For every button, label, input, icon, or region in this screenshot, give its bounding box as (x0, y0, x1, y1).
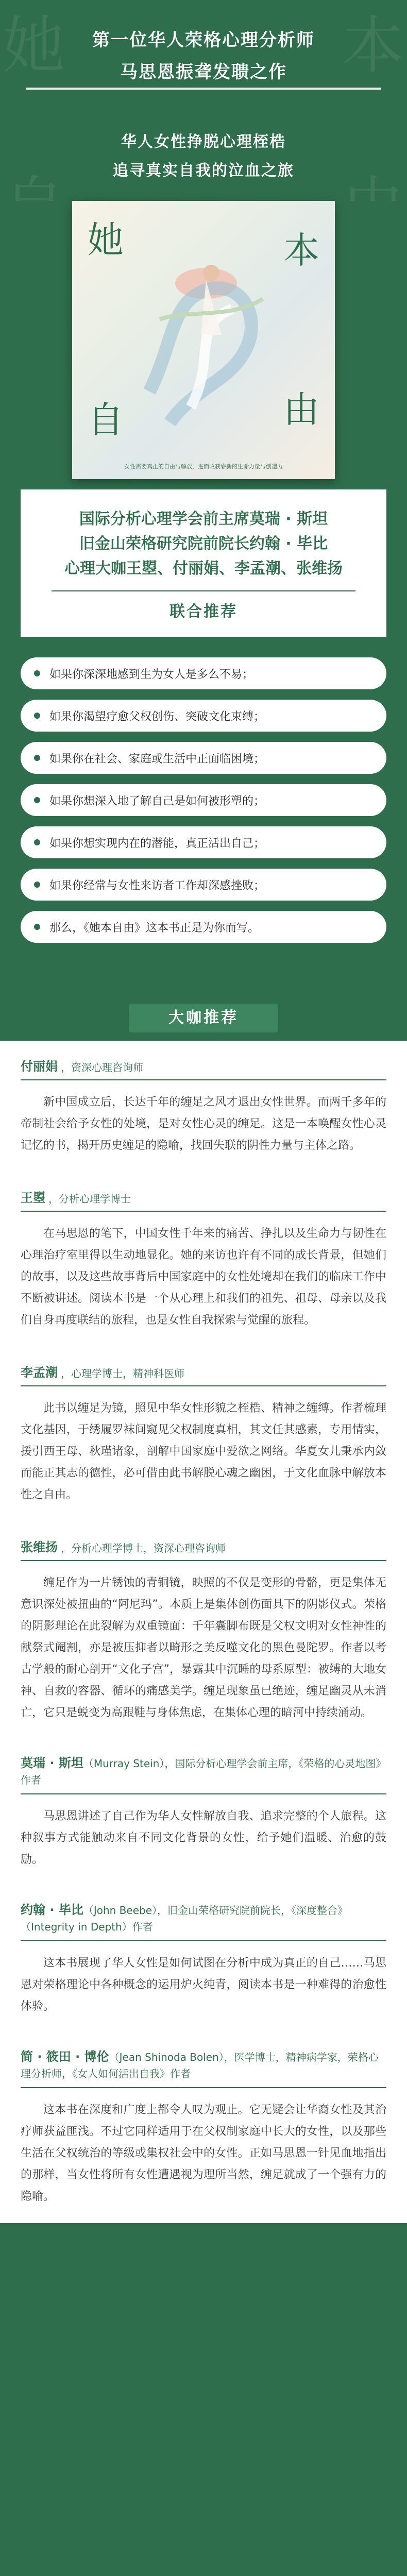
entry-name: 简 · 筱田 · 博伦 (21, 2049, 109, 2064)
entry-name: 约翰 · 毕比 (21, 1903, 83, 1917)
list-item-text: 如果你在社会、家庭或生活中正面临困境； (49, 752, 265, 766)
book-cover (72, 201, 335, 479)
cover-tagline: 女性需要真正的自由与解放，进而收获崭新的生命力量与创造力 (124, 463, 283, 470)
entry-rule (21, 2087, 386, 2088)
entry-header (21, 1739, 386, 1788)
recommend-entry (0, 1521, 407, 1739)
joint-recommend-label: 联合推荐 (169, 603, 238, 621)
entry-name: 莫瑞 · 斯坦 (21, 1756, 83, 1770)
list-item (21, 826, 386, 858)
list-item (21, 742, 386, 774)
entry-body: 此书以缠足为镜，照见中华女性形貌之桎梏、精神之缠缚。作者梳理文化基因，于绣履罗袜间窥见父权制度真相，其文任其感素，专用情实，援引西王母、秋瑾诸象，剖解中国家庭中爱欲之网络。华夏女儿秉承内敛而能正其志的德性，必可借由此书解脱心魂之幽困，于文化血脉中解放本性之自由。 (21, 1402, 386, 1501)
entry-rule (21, 1940, 386, 1941)
experts-divider (52, 590, 355, 591)
cover-char-2: 本 (283, 229, 319, 272)
cover-char-4: 由 (283, 388, 319, 431)
recommend-entry (0, 1172, 407, 1347)
list-item (21, 657, 386, 689)
subtitle-line-2: 追寻真实自我的泣血之旅 (113, 162, 294, 180)
entry-rule (21, 1211, 386, 1212)
experts-line-2: 旧金山荣格研究院前院长约翰 · 毕比 (79, 535, 328, 553)
experts-line-3: 心理大咖王曌、付丽娟、李孟潮、张维扬 (64, 560, 343, 578)
entry-header (21, 1886, 386, 1935)
entry-title: ，分析心理学博士 (48, 1193, 131, 1205)
entry-rule (21, 1385, 386, 1386)
list-item-text: 如果你想深入地了解自己是如何被形塑的； (49, 794, 265, 808)
bullet-icon (34, 882, 40, 888)
experts-box (21, 489, 386, 637)
entry-body: 在马思恩的笔下，中国女性千年来的痛苦、挣扎以及生命力与韧性在心理治疗室里得以生动地显化。她的来访也许有不同的成长背景，但她们的故事，以及这些故事背后中国家庭中的女性处境却在我们的临床工作中不断被讲述。阅读本书是一个从心理上和我们的祖先、祖母、母亲以及我们自身再度联结的旅程，也是女性自我探索与觉醒的旅程。 (21, 1227, 386, 1327)
list-item-text: 如果你想实现内在的潜能，真正活出自己； (49, 837, 265, 850)
list-item (21, 911, 386, 943)
list-item (21, 784, 386, 816)
bullet-icon (34, 924, 40, 930)
recommend-section (0, 989, 407, 2223)
entry-body: 马思恩讲述了自己作为华人女性解放自我、追求完整的个人旅程。这种叙事方式能触动来自不同文化背景的女性，给予她们温暖、治愈的鼓励。 (21, 1810, 386, 1866)
recommend-entry (0, 1041, 407, 1172)
list-item (21, 869, 386, 901)
entry-header (21, 1347, 386, 1380)
entry-name: 付丽娟 (21, 1059, 58, 1074)
entry-rule (21, 1560, 386, 1561)
entry-body: 缠足作为一片锈蚀的青铜镜，映照的不仅是变形的骨骼，更是集体无意识深处被扭曲的“阿尼玛”。本质上是集体创伤面具下的阴影仪式。荣格的阴影理论在此裂解为双重镜面：千年囊脚布既是父权文明对女性神性的献祭式阉割，亦是被压抑者以畸形之美反噬文化的黑色曼陀罗。作者以考古学般的耐心剖开“文化子宫”，暴露其中沉睡的母系原型：被缚的大地女神、自救的容器、循环的痛感美学。缠足现象虽已绝迹，缠足幽灵从未消亡，它只是蜕变为高跟鞋与身体焦虑，在集体心理的暗河中持续涌动。 (21, 1577, 386, 1719)
bullet-icon (34, 797, 40, 803)
recommend-entry (0, 1739, 407, 1886)
bg-char-2: 本 (342, 10, 404, 82)
entry-name: 王曌 (21, 1191, 45, 1205)
cover-char-1: 她 (88, 219, 124, 261)
cover-char-3: 自 (88, 399, 124, 441)
entry-header (21, 2033, 386, 2082)
recommend-title: 大咖推荐 (129, 1004, 278, 1032)
entry-rule (21, 1793, 386, 1794)
bullet-icon (34, 755, 40, 761)
question-list (0, 637, 407, 974)
entry-header (21, 1521, 386, 1555)
entry-body: 这本书展现了华人女性是如何试图在分析中成为真正的自己……马思恩对荣格理论中各种概念的运用炉火纯青，阅读本书是一种难得的治愈性体验。 (21, 1957, 386, 2013)
entry-header (21, 1041, 386, 1074)
experts-line-1: 国际分析心理学会前主席莫瑞 · 斯坦 (79, 510, 328, 528)
list-item-text: 如果你经常与女性来访者工作却深感挫败； (49, 879, 265, 892)
list-item (21, 700, 386, 732)
entry-title: ，资深心理咨询师 (61, 1061, 143, 1074)
subtitle-line-1: 华人女性挣脱心理桎梏 (121, 133, 286, 151)
header-divider (26, 88, 381, 90)
entry-title: ，心理学博士，精神科医师 (61, 1367, 184, 1380)
list-item-text: 如果你深深地感到生为女人是多么不易； (49, 668, 254, 681)
header-line-1: 第一位华人荣格心理分析师 (92, 30, 315, 50)
recommend-entry (0, 1347, 407, 1521)
bullet-icon (34, 713, 40, 719)
list-item-text: 那么，《她本自由》这本书正是为你而写。 (49, 921, 260, 935)
entry-rule (21, 1079, 386, 1080)
header-line-2: 马思恩振聋发聩之作 (120, 62, 287, 82)
entry-title: （Jean Shinoda Bolen），医学博士，精神病学家，荣格心理分析师，《女人如何活出自我》作者 (21, 2051, 379, 2080)
header (0, 0, 407, 129)
entry-title: （John Beebe），旧金山荣格研究院前院长，《深度整合》（Integrity in Depth）作者 (21, 1904, 348, 1933)
entry-name: 张维扬 (21, 1540, 58, 1554)
bg-char-1: 她 (3, 10, 65, 82)
list-item-text: 如果你渴望疗愈父权创伤、突破文化束缚； (49, 710, 265, 723)
recommend-entry (0, 1886, 407, 2033)
recommend-header (0, 989, 407, 1041)
recommend-entry (0, 2033, 407, 2223)
entry-header (21, 1172, 386, 1206)
subtitle (0, 129, 407, 201)
entry-title: ，分析心理学博士，资深心理咨询师 (61, 1542, 226, 1554)
bullet-icon (34, 839, 40, 845)
dancer-illustration (129, 237, 278, 433)
book-cover-section (0, 201, 407, 489)
entry-body: 这本书在深度和广度上都令人叹为观止。它无疑会让华裔女性及其治疗师获益匪浅。不过它同样适用于在父权制家庭中长大的女性，以及那些生活在父权统治的等级或集权社会中的女性。正如马思恩一针见血地指出的那样，当女性将所有女性遭遇视为理所当然，缠足就成了一个强有力的隐喻。 (21, 2104, 386, 2203)
entry-name: 李孟潮 (21, 1365, 58, 1380)
bullet-icon (34, 670, 40, 676)
entry-body: 新中国成立后，长达千年的缠足之风才退出女性世界。而两千多年的帝制社会给予女性的处境，是对女性心灵的缠足。这是一本唤醒女性心灵记忆的书，揭开历史缠足的隐喻，找回失联的阴性力量与主体之路。 (21, 1096, 386, 1152)
entry-title: （Murray Stein），国际分析心理学会前主席，《荣格的心灵地图》作者 (21, 1757, 386, 1786)
